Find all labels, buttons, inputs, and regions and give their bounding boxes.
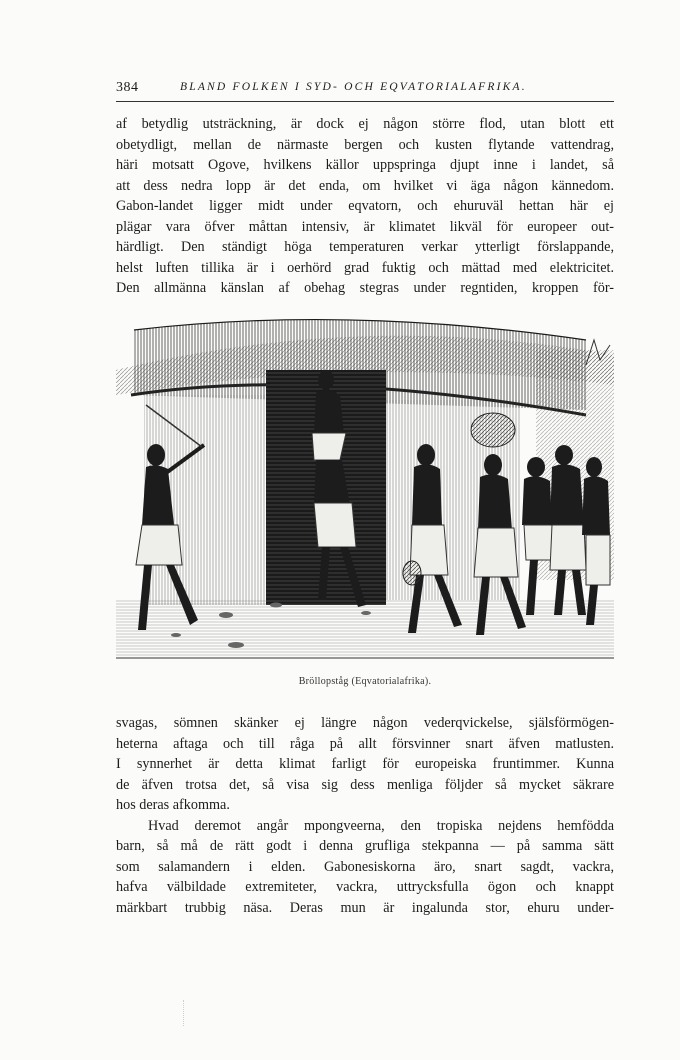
engraving-illustration	[116, 315, 614, 660]
page-edge-mark	[183, 1000, 185, 1026]
body-text-bottom	[116, 713, 614, 918]
text-line: hafva välbildade extremiteter, vackra, uttrycksfulla ögon och knappt	[116, 879, 614, 895]
text-line: svagas, sömnen skänker ej längre någon vederqvickelse, själsförmögen-	[116, 715, 614, 731]
page-header	[116, 80, 614, 100]
text-line: af betydlig utsträckning, är dock ej någon större flod, utan blott ett	[116, 116, 614, 132]
text-line: härdligt. Den ständigt höga temperaturen verkar ytterligt förslappande,	[116, 239, 614, 255]
text-line: de äfven trotsa det, så visa sig dess menliga följder så mycket säkrare	[116, 776, 614, 793]
running-title: BLAND FOLKEN I SYD- OCH EQVATORIALAFRIKA.	[180, 81, 527, 93]
text-line: obetydligt, mellan de närmaste bergen och kusten flytande vattendrag,	[116, 136, 614, 153]
text-line: att dess nedra lopp är det enda, om hvilket vi äga någon kännedom.	[116, 177, 614, 194]
body-text-top	[116, 114, 614, 299]
text-line: som salamandern i elden. Gabonesiskorna äro, snart sagdt, vackra,	[116, 858, 614, 875]
text-line: Hvad deremot angår mpongveerna, den tropiska nejdens hemfödda	[148, 817, 614, 834]
page-number: 384	[116, 80, 139, 95]
text-line: I synnerhet är detta klimat farligt för europeiska fruntimmer. Kunna	[116, 756, 614, 772]
text-line: helst luften tillika är i oerhörd grad fuktig och mättad med elektricitet.	[116, 259, 614, 276]
text-line: heterna aftaga och till råga på allt försvinner snart äfven matlusten.	[116, 735, 614, 752]
text-line: Den allmänna känslan af obehag stegras under regntiden, kroppen för-	[116, 280, 614, 296]
text-line: häri motsatt Ogove, hvilkens källor uppspringa djupt inne i landet, så	[116, 157, 614, 173]
text-line: barn, så må de rätt godt i denna grufliga stekpanna — på samma sätt	[116, 838, 614, 854]
text-line: märkbart trubbig näsa. Deras mun är ingalunda stor, ehuru under-	[116, 899, 614, 916]
text-line: plägar vara öfver måttan intensiv, är klimatet likväl för europeer out-	[116, 218, 614, 235]
figure-caption: Bröllopståg (Eqvatorialafrika).	[298, 676, 432, 687]
text-line: hos deras afkomma.	[116, 797, 230, 813]
text-line: Gabon-landet ligger midt under eqvatorn, och ehuruväl hettan här ej	[116, 198, 614, 214]
header-rule	[116, 101, 614, 102]
